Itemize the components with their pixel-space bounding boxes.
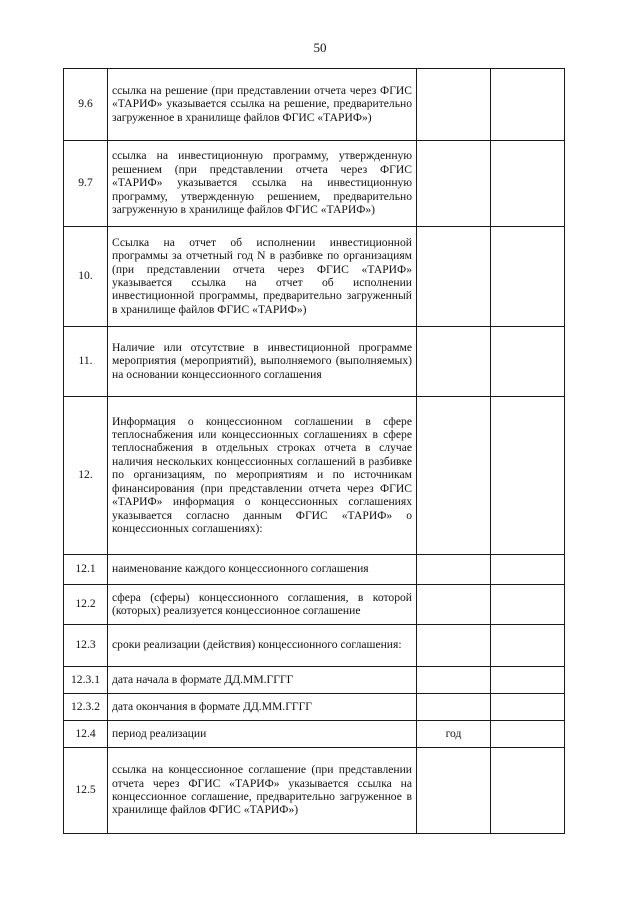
- row-description: наименование каждого концессионного соглашения: [108, 555, 417, 585]
- row-description: сфера (сферы) концессионного соглашения, в которой (которых) реализуется концессионное соглашение: [108, 585, 417, 625]
- row-number: 9.7: [64, 141, 108, 227]
- row-value: [491, 721, 565, 748]
- table-row: [64, 694, 565, 721]
- row-unit: [417, 397, 491, 555]
- row-unit: [417, 327, 491, 397]
- table-row: [64, 555, 565, 585]
- row-value: [491, 667, 565, 694]
- row-description: Наличие или отсутствие в инвестиционной программе мероприятия (мероприятий), выполняемого (выполняемых) на основании концессионного соглашения: [108, 327, 417, 397]
- table-row: [64, 625, 565, 667]
- row-number: 12.3: [64, 625, 108, 667]
- row-unit: [417, 694, 491, 721]
- row-unit: [417, 227, 491, 327]
- row-unit: [417, 748, 491, 834]
- row-value: [491, 694, 565, 721]
- row-unit: [417, 141, 491, 227]
- table-row: [64, 69, 565, 141]
- row-unit: год: [417, 721, 491, 748]
- row-unit: [417, 69, 491, 141]
- table-row: [64, 721, 565, 748]
- row-description: сроки реализации (действия) концессионного соглашения:: [108, 625, 417, 667]
- table-row: [64, 748, 565, 834]
- row-unit: [417, 585, 491, 625]
- row-number: 9.6: [64, 69, 108, 141]
- row-value: [491, 69, 565, 141]
- row-number: 12.: [64, 397, 108, 555]
- row-description: ссылка на решение (при представлении отчета через ФГИС «ТАРИФ» указывается ссылка на решение, предварительно загруженное в хранилище файлов ФГИС «ТАРИФ»): [108, 69, 417, 141]
- report-table: [63, 68, 565, 834]
- table-row: [64, 667, 565, 694]
- row-number: 12.1: [64, 555, 108, 585]
- row-description: дата окончания в формате ДД.ММ.ГГГГ: [108, 694, 417, 721]
- row-value: [491, 141, 565, 227]
- row-unit: [417, 667, 491, 694]
- row-description: Ссылка на отчет об исполнении инвестиционной программы за отчетный год N в разбивке по организациям (при представлении отчета через ФГИС «ТАРИФ» указывается ссылка на отчет об исполнении инвестиционной программы, предварительно загруженный в хранилище файлов ФГИС «ТАРИФ»): [108, 227, 417, 327]
- row-number: 12.2: [64, 585, 108, 625]
- row-unit: [417, 555, 491, 585]
- row-description: Информация о концессионном соглашении в сфере теплоснабжения или концессионных соглашениях в сфере теплоснабжения в отдельных строках отчета в случае наличия нескольких концессионных соглашений в разбивке по организациям, по мероприятиям и по источникам финансирования (при представлении отчета через ФГИС «ТАРИФ» информация о концессионных соглашениях указывается согласно данным ФГИС «ТАРИФ» о концессионных соглашениях):: [108, 397, 417, 555]
- row-value: [491, 327, 565, 397]
- row-value: [491, 555, 565, 585]
- row-value: [491, 585, 565, 625]
- row-number: 12.3.2: [64, 694, 108, 721]
- row-description: дата начала в формате ДД.ММ.ГГГГ: [108, 667, 417, 694]
- row-value: [491, 397, 565, 555]
- table-row: [64, 397, 565, 555]
- row-value: [491, 625, 565, 667]
- row-description: период реализации: [108, 721, 417, 748]
- table-row: [64, 227, 565, 327]
- row-number: 11.: [64, 327, 108, 397]
- table-row: [64, 141, 565, 227]
- row-number: 12.5: [64, 748, 108, 834]
- row-value: [491, 227, 565, 327]
- row-unit: [417, 625, 491, 667]
- row-number: 12.4: [64, 721, 108, 748]
- row-value: [491, 748, 565, 834]
- row-description: ссылка на инвестиционную программу, утвержденную решением (при представлении отчета через ФГИС «ТАРИФ» указывается ссылка на инвестиционную программу, утвержденную решением, предварительно загруженную в хранилище файлов ФГИС «ТАРИФ»): [108, 141, 417, 227]
- table-row: [64, 585, 565, 625]
- row-number: 12.3.1: [64, 667, 108, 694]
- table-row: [64, 327, 565, 397]
- row-number: 10.: [64, 227, 108, 327]
- row-description: ссылка на концессионное соглашение (при представлении отчета через ФГИС «ТАРИФ» указывается ссылка на концессионное соглашение, предварительно загруженное в хранилище файлов ФГИС «ТАРИФ»): [108, 748, 417, 834]
- page-number: 50: [313, 40, 327, 55]
